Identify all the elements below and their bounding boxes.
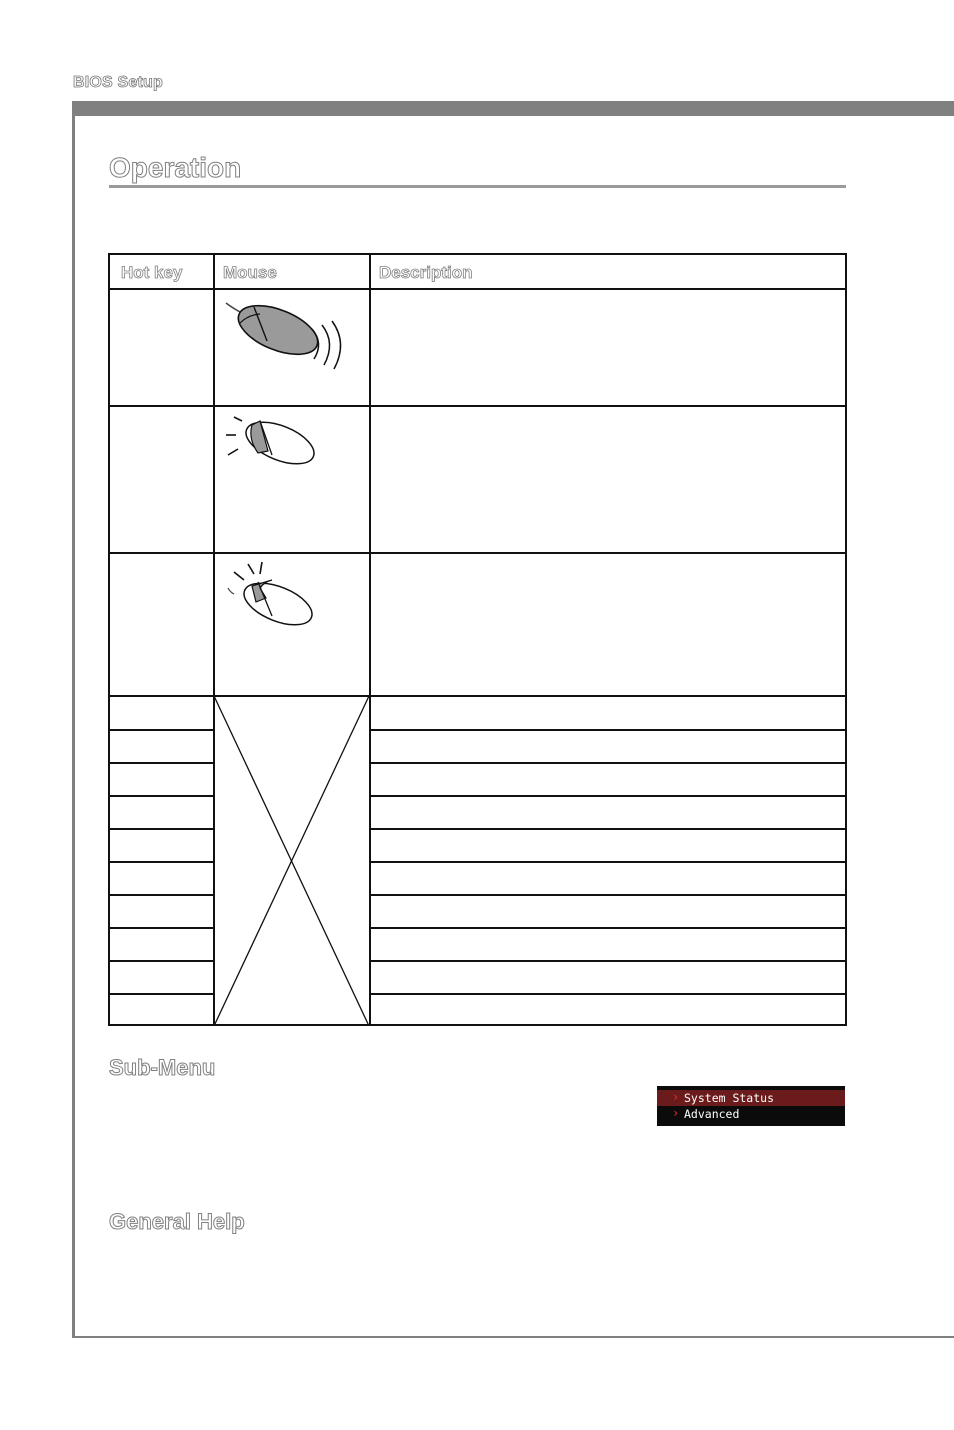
operation-heading: Operation [109, 152, 242, 183]
submenu-item-system-status[interactable] [657, 1090, 845, 1106]
row-divider [110, 927, 213, 929]
chevron-right-icon: › [672, 1090, 680, 1104]
left-margin-rule [72, 101, 75, 1338]
general-help-heading: General Help [109, 1209, 245, 1234]
column-header-mouse: Mouse [223, 263, 277, 282]
row-divider [369, 861, 845, 863]
row-divider [110, 861, 213, 863]
row-divider [369, 729, 845, 731]
row-divider [369, 795, 845, 797]
header-row-divider [110, 288, 845, 290]
submenu-item-label: Advanced [684, 1107, 740, 1121]
row-divider [110, 729, 213, 731]
not-applicable-cross-icon [214, 696, 369, 1026]
row-divider [110, 993, 213, 995]
row-divider [110, 552, 845, 554]
mouse-right-click-icon [220, 558, 330, 638]
footer-rule [72, 1336, 954, 1338]
row-divider [369, 960, 845, 962]
submenu-example [657, 1086, 845, 1126]
mouse-left-click-icon [220, 411, 330, 476]
row-divider [110, 894, 213, 896]
column-header-hotkey: Hot key [121, 263, 183, 282]
mouse-move-icon [220, 295, 355, 375]
chevron-right-icon: › [672, 1106, 680, 1120]
page-header-label: BIOS Setup [73, 74, 164, 91]
submenu-item-advanced[interactable] [657, 1106, 845, 1122]
submenu-item-label: System Status [684, 1091, 775, 1105]
row-divider [369, 993, 845, 995]
header-bar [72, 101, 954, 116]
row-divider [110, 795, 213, 797]
row-divider [110, 762, 213, 764]
hotkey-table [108, 253, 847, 1026]
row-divider [369, 828, 845, 830]
row-divider [110, 405, 845, 407]
column-header-description: Description [379, 263, 473, 282]
row-divider [110, 828, 213, 830]
row-divider [369, 894, 845, 896]
row-divider [369, 762, 845, 764]
submenu-heading: Sub-Menu [109, 1055, 216, 1080]
row-divider [369, 927, 845, 929]
row-divider [110, 960, 213, 962]
operation-heading-underline [109, 185, 846, 188]
column-divider [369, 255, 371, 1024]
